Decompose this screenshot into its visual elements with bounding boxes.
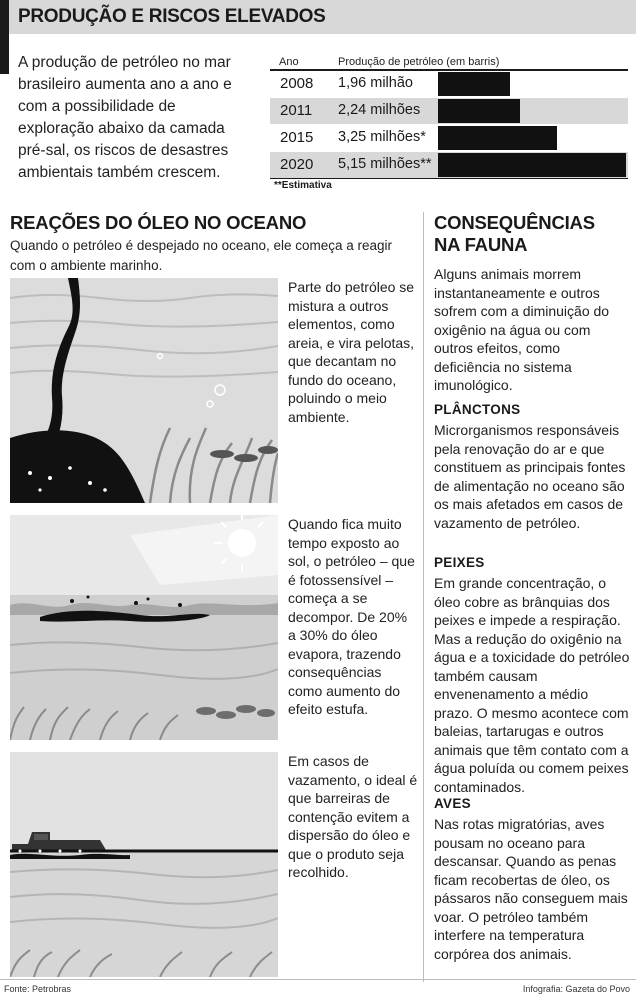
reaction-text-1: Parte do petróleo se mistura a outros elementos, como areia, e vira pelotas, que decantam no fundo do oceano, poluindo o meio ambiente.	[288, 279, 415, 425]
sun-scene-icon	[10, 515, 278, 740]
table-year: 2020	[280, 156, 314, 173]
table-bottom-rule	[270, 178, 628, 179]
intro-text: A produção de petróleo no mar brasileiro aumenta ano a ano e com a possibilidade de exploração abaixo da camada pré-sal, os riscos de desastres ambientais também crescem.	[18, 54, 232, 181]
fauna-text-peixes: Em grande concentração, o óleo cobre as brânquias dos peixes e impede a respiração. Mas a redução do oxigênio na água e a toxicidade do petróleo também causam envenenamento a médio prazo. O mesmo acontece com baleias, tartarugas e outros animais que têm contato com a água poluída ou comem peixes contaminados.	[434, 575, 630, 795]
reaction-text-3: Em casos de vazamento, o ideal é que barreiras de contenção evitem a dispersão do óleo e que o produto seja recolhido.	[288, 753, 418, 880]
fauna-heading-aves: AVES	[434, 796, 471, 811]
reactions-subtitle: Quando o petróleo é despejado no oceano, ele começa a reagir com o ambiente marinho.	[10, 238, 393, 273]
production-bar-2020	[438, 153, 626, 177]
table-value: 1,96 milhão	[338, 75, 413, 91]
table-year: 2015	[280, 129, 314, 146]
fauna-text-plancton: Microrganismos responsáveis pela renovação do ar e que constituem as principais fontes de alimentação no oceano são os mais afetados em casos de vazamento de petróleo.	[434, 422, 626, 531]
table-year: 2008	[280, 75, 314, 92]
table-header-value: Produção de petróleo (em barris)	[338, 56, 500, 68]
reactions-title: REAÇÕES DO ÓLEO NO OCEANO	[10, 212, 307, 233]
page-title: PRODUÇÃO E RISCOS ELEVADOS	[18, 6, 326, 27]
ship-scene-icon	[10, 752, 278, 977]
footer-source: Fonte: Petrobras	[4, 984, 72, 994]
table-note: **Estimativa	[274, 180, 332, 191]
fauna-heading-peixes: PEIXES	[434, 555, 485, 570]
table-header-year: Ano	[279, 56, 299, 68]
fauna-text-aves: Nas rotas migratórias, aves pousam no oceano para descansar. Quando as penas ficam recobertas de óleo, os pássaros não conseguem mais voar. O petróleo também interfere na temperatura corpórea dos animais.	[434, 816, 628, 962]
fauna-title: CONSEQUÊNCIAS NA FAUNA	[434, 212, 595, 255]
column-divider	[423, 212, 424, 982]
reaction-text-2: Quando fica muito tempo exposto ao sol, o petróleo – que é fotossensível – começa a se decompor. De 20% a 30% do óleo evapora, trazendo consequências como aumento do efeito estufa.	[288, 516, 415, 717]
footer-rule	[0, 979, 636, 980]
footer-credit: Infografia: Gazeta do Povo	[522, 984, 630, 994]
production-bar-2008	[438, 72, 510, 96]
table-value: 5,15 milhões**	[338, 156, 432, 172]
production-bar-2011	[438, 99, 520, 123]
intro-accent-bar	[0, 34, 9, 74]
fauna-heading-plancton: PLÂNCTONS	[434, 402, 521, 417]
table-value: 3,25 milhões*	[338, 129, 426, 145]
production-bar-2015	[438, 126, 557, 150]
table-value: 2,24 milhões	[338, 102, 421, 118]
table-year: 2011	[280, 102, 313, 119]
fauna-intro: Alguns animais morrem instantaneamente e outros sofrem com a diminuição do oxigênio na água ou com outros efeitos, como deficiência no sistema imunológico.	[434, 266, 610, 393]
header-accent-bar	[0, 0, 9, 34]
sediment-scene-icon	[10, 278, 278, 503]
illustration-containment	[10, 752, 278, 977]
illustration-evaporation	[10, 515, 278, 740]
illustration-sediment	[10, 278, 278, 503]
